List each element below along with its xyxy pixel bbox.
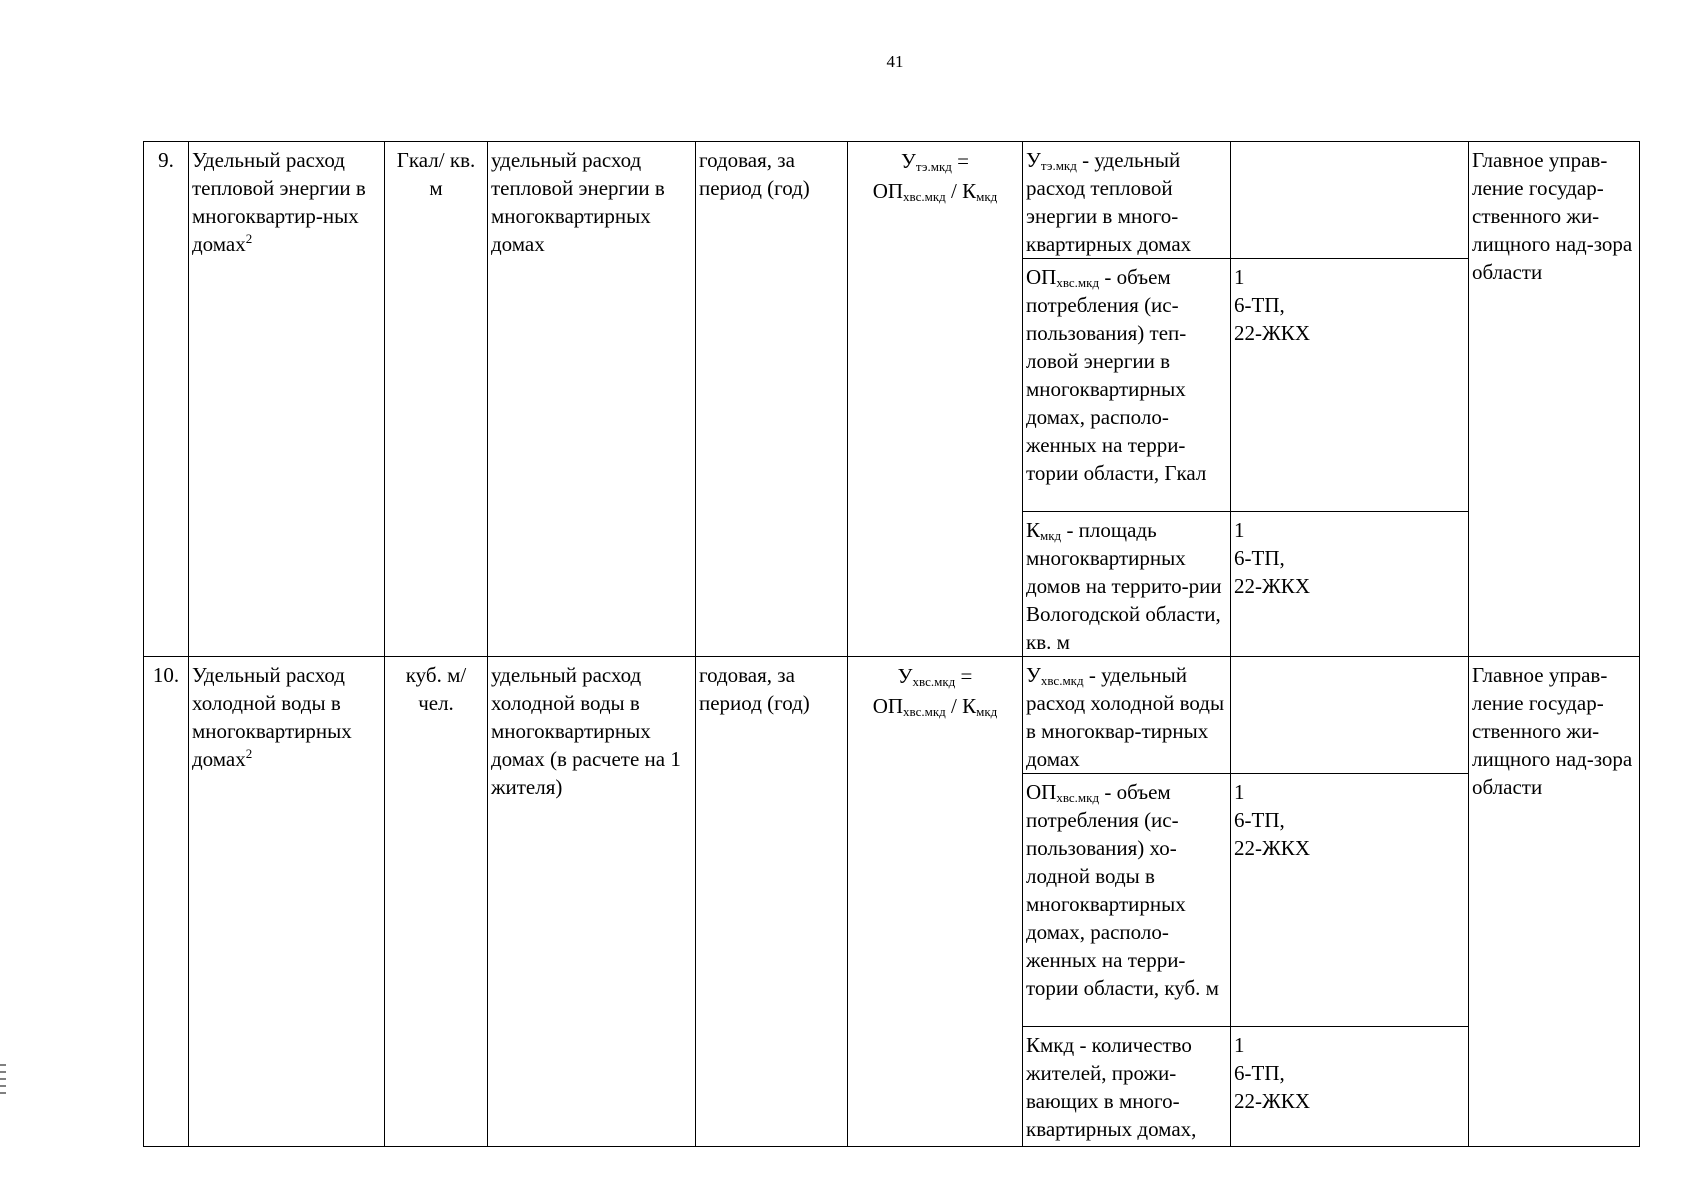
indicator-name: Удельный расход тепловой энергии в многоквартир-ных домах$^2$: [189, 142, 385, 657]
calculation-formula: $У_{тэ.мкд}$ = $ОП_{хвс.мкд} / К_{мкд}$: [848, 142, 1023, 657]
formula-component: $У_{тэ.мкд}$ - удельный расход тепловой энергии в много-квартирных домах: [1023, 142, 1231, 259]
unit-of-measure: куб. м/ чел.: [385, 657, 488, 1147]
data-source: [1231, 142, 1469, 259]
data-source: 1 6-ТП, 22-ЖКХ: [1231, 774, 1469, 1027]
scan-edge-marks: [0, 1063, 6, 1103]
data-source: 1 6-ТП, 22-ЖКХ: [1231, 259, 1469, 512]
formula-component: $ОП_{хвс.мкд}$ - объем потребления (ис-пользования) хо-лодной воды в многоквартирных домах, располо-женных на терри-тории области, куб. м: [1023, 774, 1231, 1027]
formula-component: $ОП_{хвс.мкд}$ - объем потребления (ис-пользования) теп-ловой энергии в многоквартирных домах, располо-женных на терри-тории области, Гкал: [1023, 259, 1231, 512]
periodicity: годовая, за период (год): [696, 142, 848, 657]
data-source: 1 6-ТП, 22-ЖКХ: [1231, 1027, 1469, 1147]
formula-component: Кмкд - количество жителей, прожи-вающих в много-квартирных домах,: [1023, 1027, 1231, 1147]
indicator-table: [143, 141, 1640, 1147]
data-source: [1231, 657, 1469, 774]
unit-of-measure: Гкал/ кв. м: [385, 142, 488, 657]
indicator-name: Удельный расход холодной воды в многоквартирных домах$^2$: [189, 657, 385, 1147]
data-source: 1 6-ТП, 22-ЖКХ: [1231, 512, 1469, 657]
formula-component: $У_{хвс.мкд}$ - удельный расход холодной воды в многоквар-тирных домах: [1023, 657, 1231, 774]
page-number: 41: [886, 52, 904, 71]
formula-component: $К_{мкд}$ - площадь многоквартирных домов на террито-рии Вологодской области, кв. м: [1023, 512, 1231, 657]
table-row: [144, 657, 1640, 774]
row-number: 10.: [144, 657, 189, 1147]
responsible-body: Главное управ-ление государ-ственного жи-лищного над-зора области: [1469, 142, 1640, 657]
indicator-definition: удельный расход холодной воды в многоквартирных домах (в расчете на 1 жителя): [488, 657, 696, 1147]
responsible-body: Главное управ-ление государ-ственного жи-лищного над-зора области: [1469, 657, 1640, 1147]
calculation-formula: $У_{хвс.мкд}$ = $ОП_{хвс.мкд} / К_{мкд}$: [848, 657, 1023, 1147]
table-row: [144, 142, 1640, 259]
indicator-definition: удельный расход тепловой энергии в многоквартирных домах: [488, 142, 696, 657]
row-number: 9.: [144, 142, 189, 657]
periodicity: годовая, за период (год): [696, 657, 848, 1147]
